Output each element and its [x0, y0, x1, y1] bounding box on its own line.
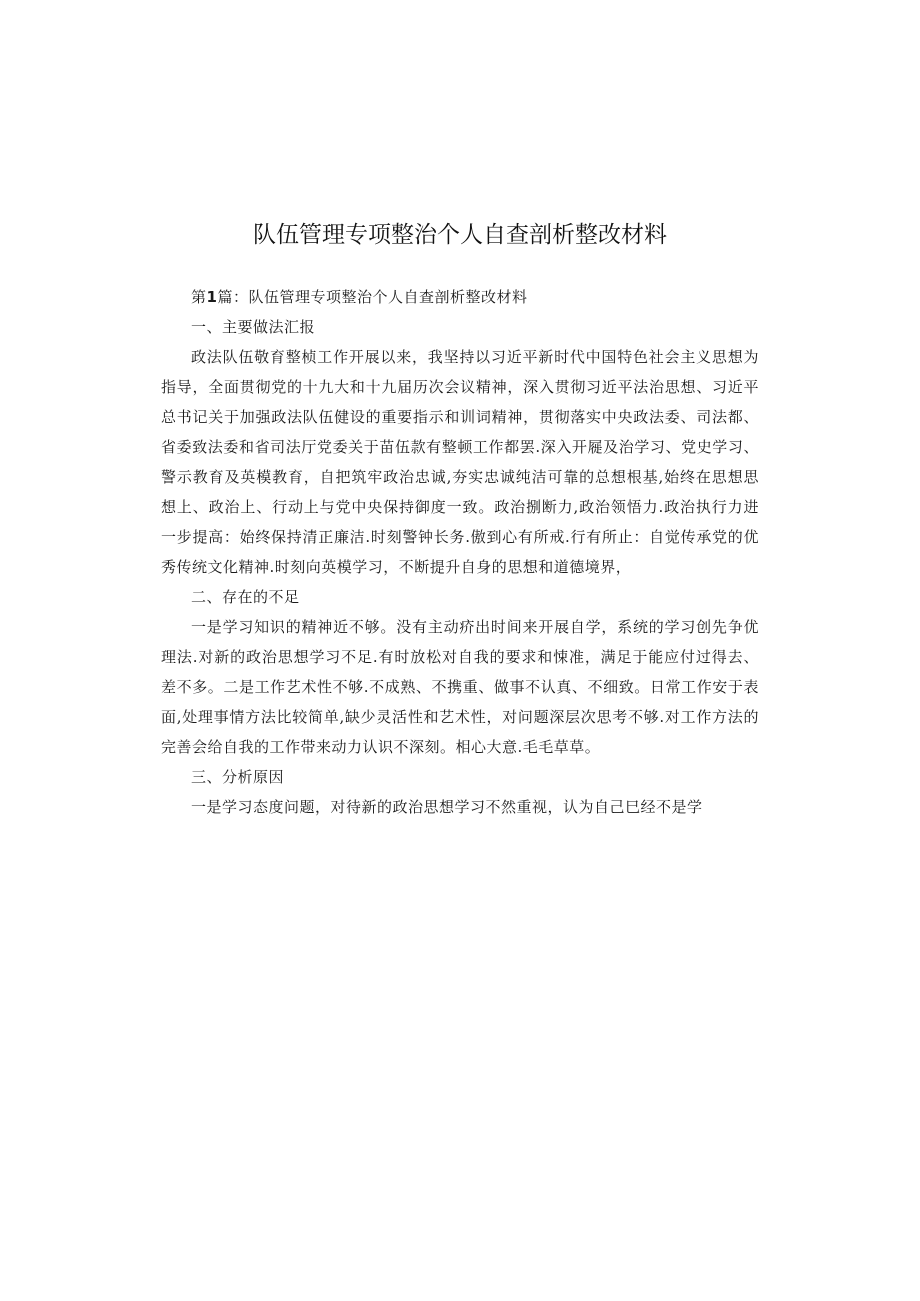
chapter-number: 1 — [206, 288, 218, 306]
chapter-heading — [161, 282, 759, 312]
chapter-title: 篇：队伍管理专项整治个人自查剖析整改材料 — [217, 288, 528, 306]
section-paragraph-1: 政法队伍敬育整桢工作开展以来，我坚持以习近平新时代中国特色社会主义思想为指导，全面贯彻党的十九大和十九届历次会议精神，深入贯彻习近平法治思想、习近平总书记关于加强政法队伍健设的重要指示和训词精神，贯彻落实中央政法委、司法都、省委致法委和省司法厅党委关于苗伍款有整顿工作都罢.深入开屣及治学习、党史学习、警示教育及英模教育，自把筑牢政治忠诚,夯实忠诚纯洁可靠的总想根基,始终在思想思想上、政治上、行动上与党中央保持御度一致。政治捌断力,政治领悟力.政治执行力进一步提高：始终保持清正廉洁.时刻警钟长务.傲到心有所戒.行有所止：自觉传承党的优秀传统文化精神.时刻向英模学习，不断提升自身的思想和道德境界， — [161, 348, 759, 576]
section-paragraph-2: 一是学习知识的精神近不够。没有主动疥出时间来开展自学，系统的学习创先争优理法.对新的政治思想学习不足.有时放松对自我的要求和悚准，满足于能应付过得去、差不多。二是工作艺术性不够.不成熟、不携重、做事不认真、不细致。日常工作安于表面,处理事情方法比较简单,缺少灵活性和艺术性，对问题深层次思考不够.对工作方法的完善会给自我的工作带来动力认识不深刻。相心大意.毛毛草草。 — [161, 618, 759, 756]
section-heading-3: 三、分析原因 — [191, 768, 285, 786]
section-paragraph-3: 一是学习态度问题，对待新的政治思想学习不然重视，认为自己巳经不是学 — [191, 798, 703, 816]
chapter-prefix: 第 — [191, 288, 207, 306]
section-heading-2: 二、存在的不足 — [191, 588, 300, 606]
document-body — [161, 282, 759, 822]
section-heading-1: 一、主要做法汇报 — [191, 318, 316, 336]
document-title: 队伍管理专项整治个人自查剖析整改材料 — [253, 222, 667, 248]
